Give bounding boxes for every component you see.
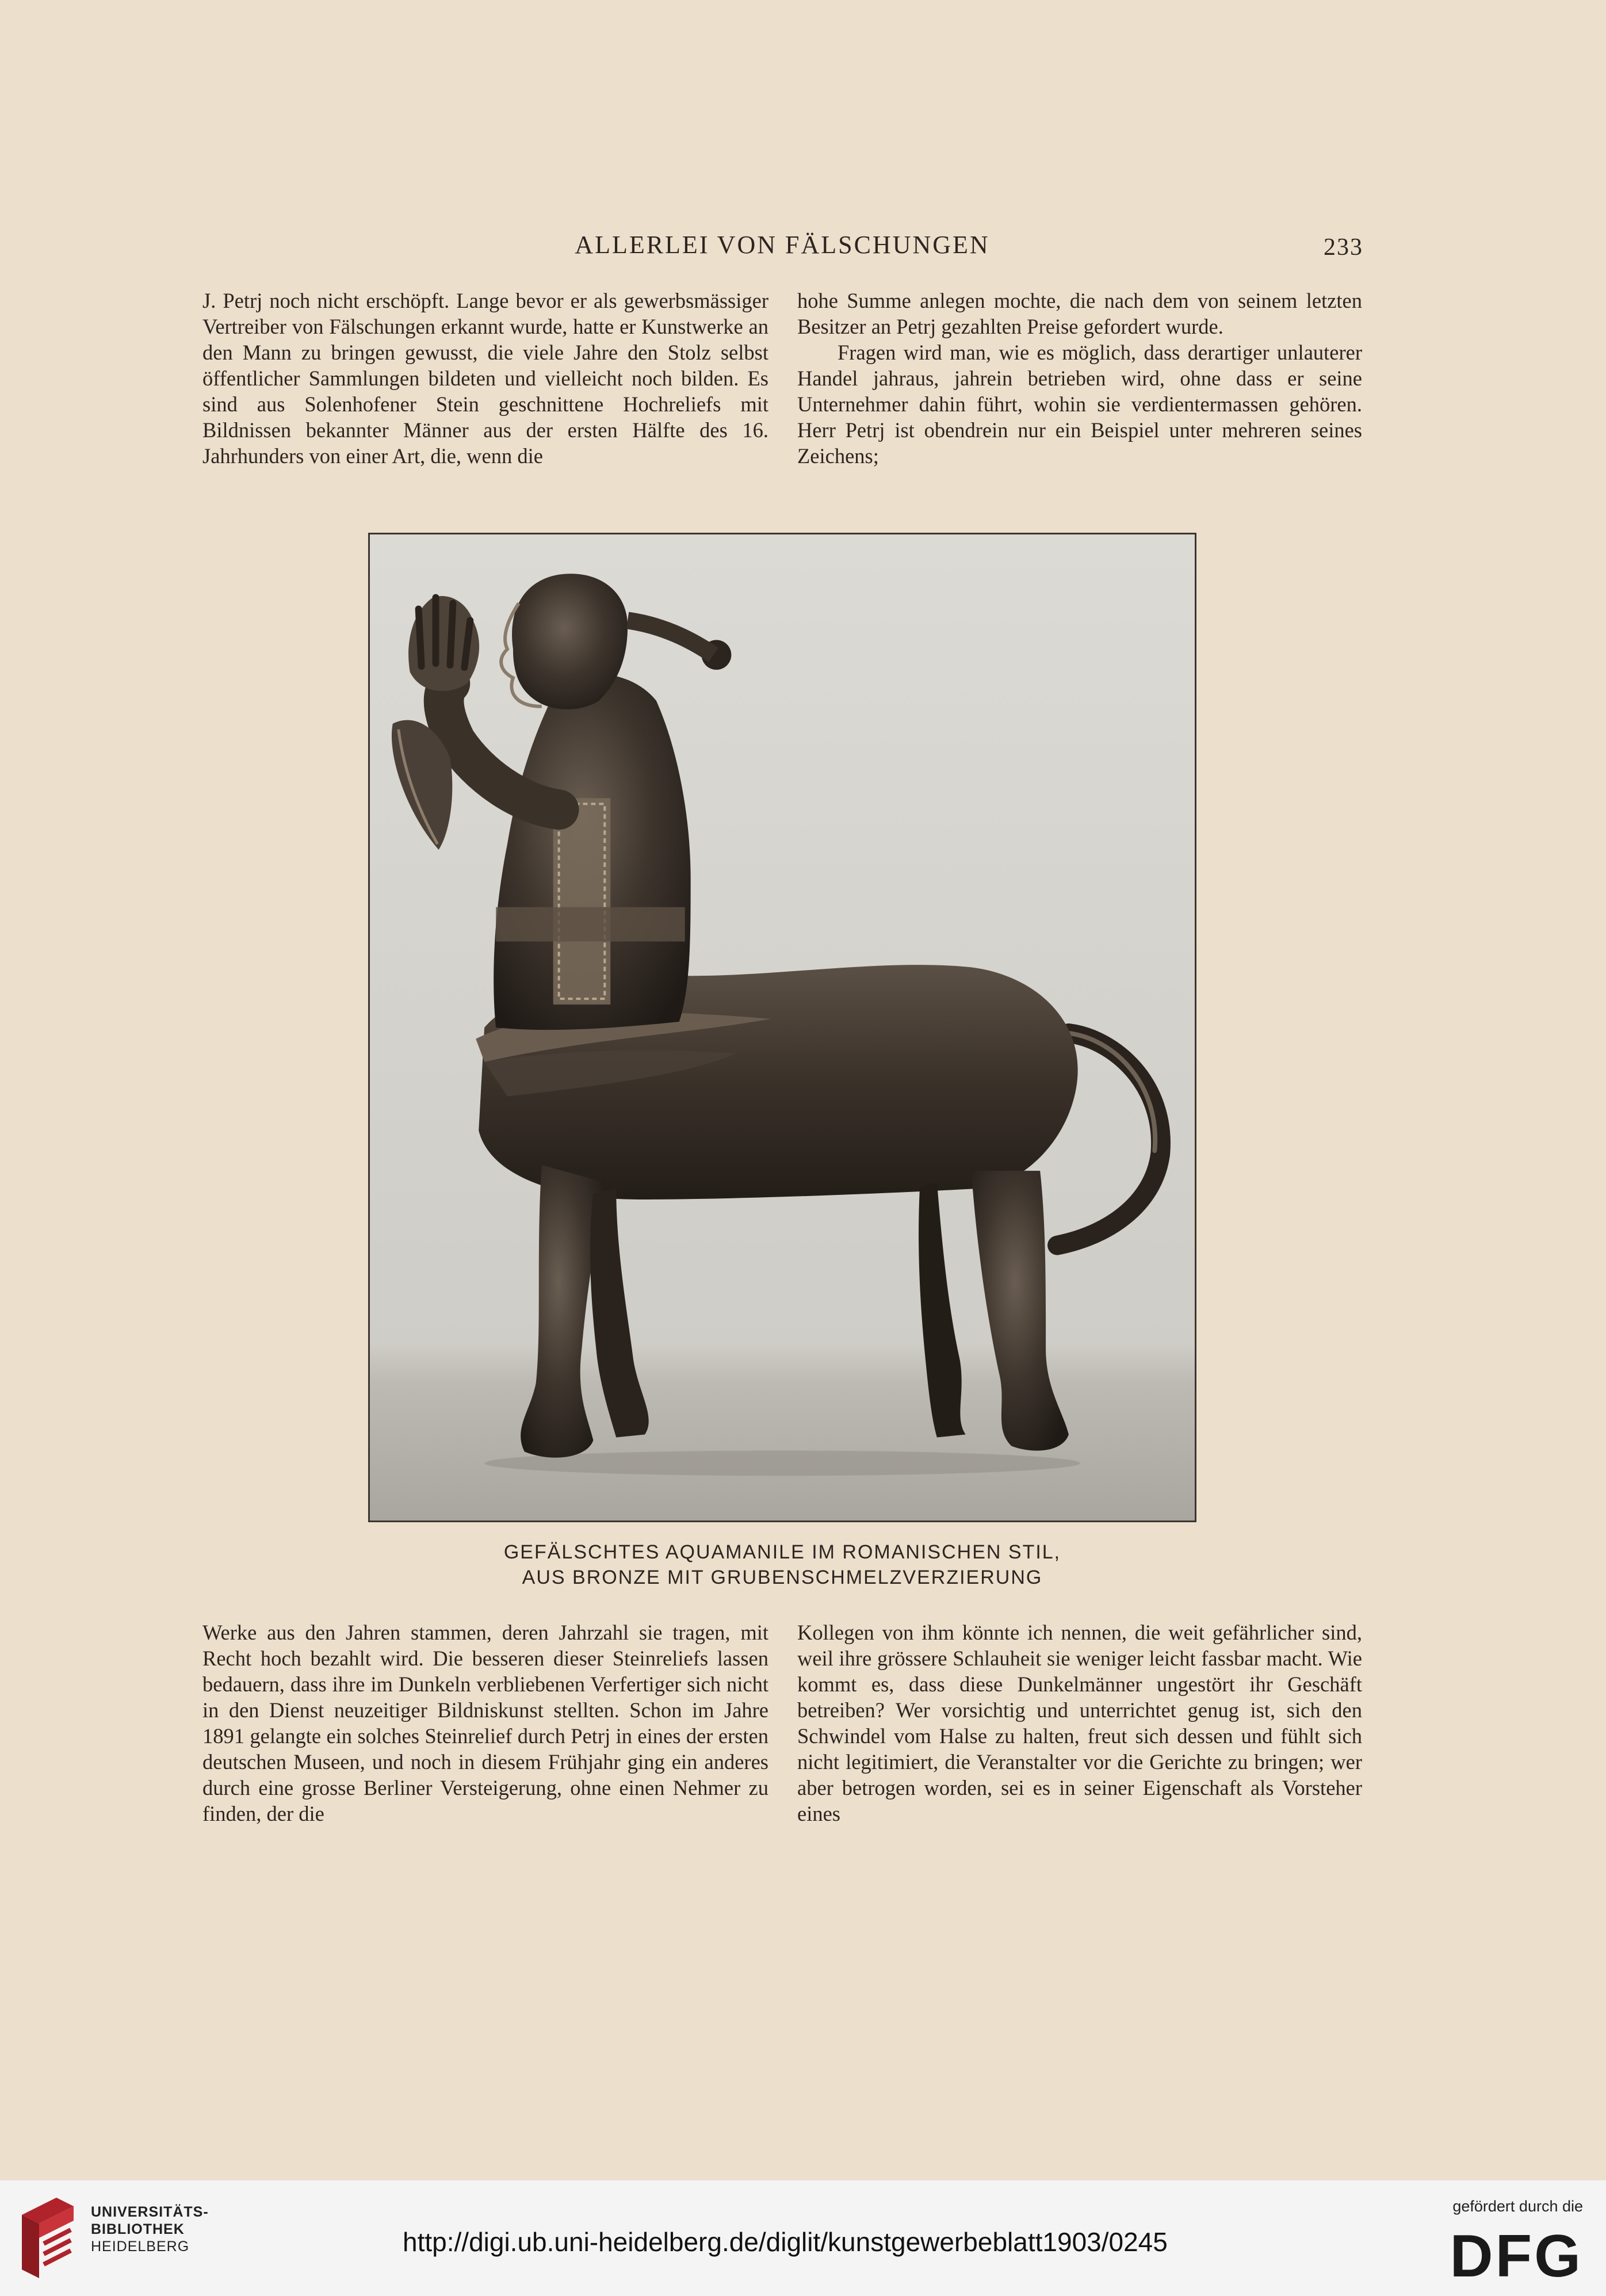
column-bottom-left xyxy=(202,1619,768,1827)
caption-line: GEFÄLSCHTES AQUAMANILE IM ROMANISCHEN STIL, xyxy=(503,1541,1061,1563)
paragraph: Fragen wird man, wie es möglich, dass derartiger unlauterer Handel jahraus, jahrein betrieben wird, ohne dass er seine Unternehmer dahin führt, wohin sie verdientermassen gehören. Herr Petrj ist obendrein nur ein Beispiel unter mehreren seines Zeichens; xyxy=(797,341,1362,468)
paragraph: Werke aus den Jahren stammen, deren Jahrzahl sie tragen, mit Recht hoch bezahlt wird. Die besseren dieser Steinreliefs lassen bedauern, dass ihre im Dunkeln verbliebenen Verfertiger sich nicht in den Dienst neuzeitiger Bildniskunst stellten. Schon im Jahre 1891 gelangte ein solches Steinrelief durch Petrj in eines der ersten deutschen Museen, und noch in diesem Frühjahr ging ein anderes durch eine grosse Berliner Versteigerung, ohne einen Nehmer zu finden, der die xyxy=(202,1621,768,1825)
permalink-url[interactable]: http://digi.ub.uni-heidelberg.de/diglit/kunstgewerbeblatt1903/0245 xyxy=(403,2227,1168,2257)
running-head xyxy=(201,230,1363,265)
column-top-right xyxy=(797,288,1362,469)
library-name-line: BIBLIOTHEK xyxy=(91,2221,185,2237)
page-number: 233 xyxy=(1324,234,1363,261)
university-library-logo-icon xyxy=(16,2192,79,2284)
aquamanile-figure-image xyxy=(370,534,1195,1521)
library-name-line: HEIDELBERG xyxy=(91,2238,190,2255)
library-name xyxy=(91,2203,209,2255)
figure-caption xyxy=(202,1539,1362,1590)
digitization-footer xyxy=(0,2180,1606,2296)
paragraph: J. Petrj noch nicht erschöpft. Lange bevor er als gewerbsmässiger Vertreiber von Fälschungen erkannt wurde, hatte er Kunstwerke an den Mann zu bringen gewusst, die viele Jahre den Stolz selbst öffentlicher Sammlungen bildeten und vielleicht noch bilden. Es sind aus Solenhofener Stein geschnittene Hochreliefs mit Bildnissen bekannter Männer aus der ersten Hälfte des 16. Jahrhunders von einer Art, die, wenn die xyxy=(202,289,768,468)
library-name-line: UNIVERSITÄTS- xyxy=(91,2204,209,2220)
page-title: ALLERLEI VON FÄLSCHUNGEN xyxy=(575,231,990,259)
paragraph: hohe Summe anlegen mochte, die nach dem von seinem letzten Besitzer an Petrj gezahlten Preise gefordert wurde. xyxy=(797,289,1362,338)
aquamanile-photograph xyxy=(368,533,1196,1522)
column-top-left xyxy=(202,288,768,469)
caption-line: AUS BRONZE MIT GRUBENSCHMELZVERZIERUNG xyxy=(522,1567,1043,1588)
funding-note: gefördert durch die xyxy=(1452,2198,1583,2215)
paragraph: Kollegen von ihm könnte ich nennen, die weit gefährlicher sind, weil ihre grössere Schlauheit sie weniger leicht fassbar macht. Wie kommt es, dass diese Dunkelmänner ungestört ihr Geschäft betreiben? Wer vorsichtig und unterrichtet genug ist, sich den Schwindel vom Halse zu halten, freut sich dessen und fühlt sich nicht legitimiert, die Veranstalter vor die Gerichte zu bringen; wer aber betrogen worden, sei es in seiner Eigenschaft als Vorsteher eines xyxy=(797,1621,1362,1825)
column-bottom-right xyxy=(797,1619,1362,1827)
dfg-logo: DFG xyxy=(1450,2223,1583,2290)
